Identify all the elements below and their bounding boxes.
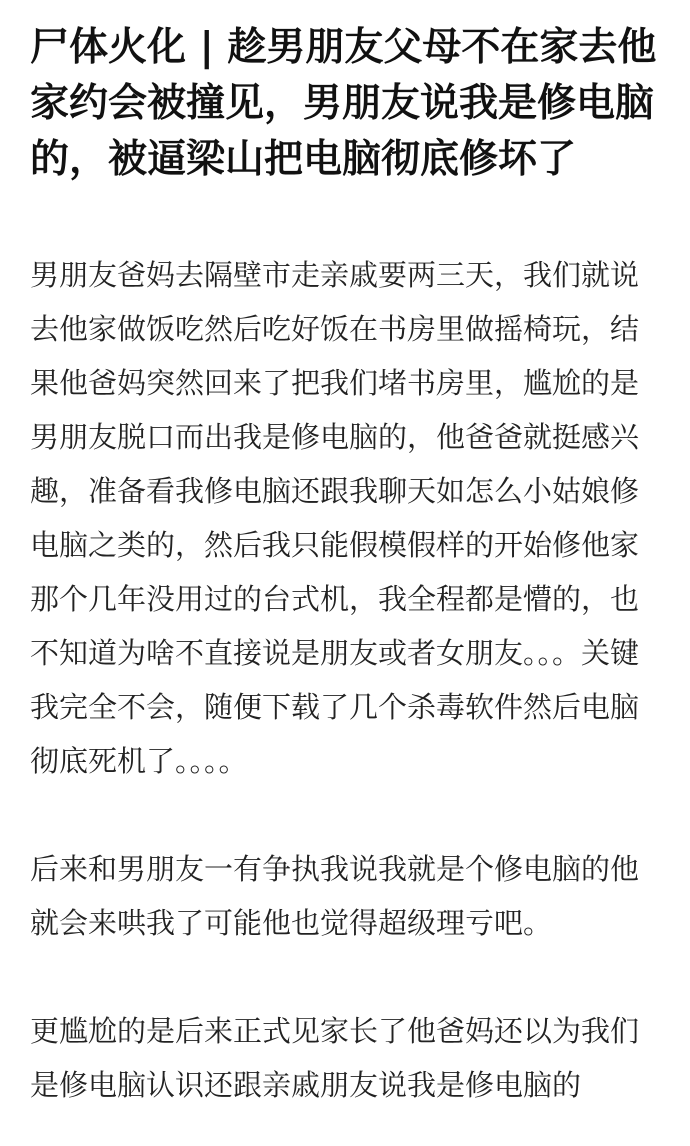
article: [30, 20, 665, 1112]
article-body: [30, 248, 665, 1112]
article-paragraph-2: 后来和男朋友一有争执我说我就是个修电脑的他就会来哄我了可能他也觉得超级理亏吧。: [30, 852, 640, 940]
article-paragraph-3: 更尴尬的是后来正式见家长了他爸妈还以为我们是修电脑认识还跟亲戚朋友说我是修电脑的: [30, 1014, 640, 1102]
article-paragraph-1: 男朋友爸妈去隔壁市走亲戚要两三天，我们就说去他家做饭吃然后吃好饭在书房里做摇椅玩，结果他爸妈突然回来了把我们堵书房里，尴尬的是男朋友脱口而出我是修电脑的，他爸爸就挺感兴趣，准备看我修电脑还跟我聊天如怎么小姑娘修电脑之类的，然后我只能假模假样的开始修他家那个几年没用过的台式机，我全程都是懵的，也不知道为啥不直接说是朋友或者女朋友。。。关键我完全不会，随便下载了几个杀毒软件然后电脑彻底死机了。。。。: [30, 258, 640, 778]
article-title: 尸体火化 | 趁男朋友父母不在家去他家约会被撞见，男朋友说我是修电脑的，被逼梁山把电脑彻底修坏了: [30, 25, 657, 182]
